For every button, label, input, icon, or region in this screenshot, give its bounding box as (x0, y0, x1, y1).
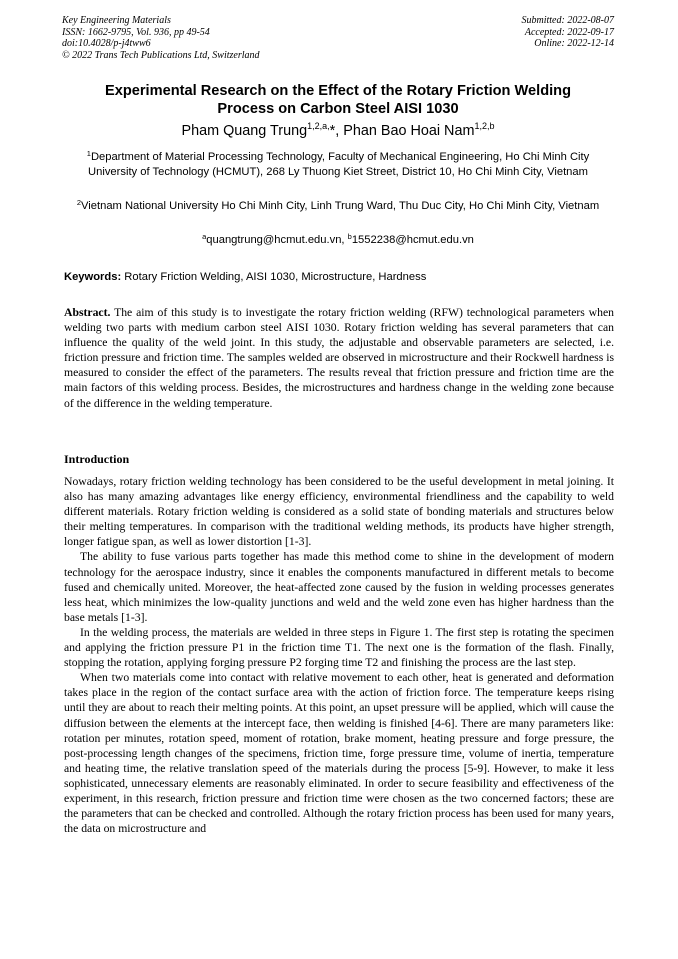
abstract (64, 305, 614, 411)
author-2-affiliation: 1,2,b (474, 121, 495, 131)
affiliation-2-number: 2 (76, 198, 82, 207)
submitted-date: Submitted: 2022-08-07 (521, 15, 614, 26)
journal-issn: ISSN: 1662-9795, Vol. 936, pp 49-54 (62, 26, 210, 38)
author-2: Phan Bao Hoai Nam (343, 123, 475, 139)
email-b[interactable]: 1552238@hcmut.edu.vn (351, 234, 474, 246)
paragraph: Nowadays, rotary friction welding technology has been considered to be the useful development in metal joining. It also has many amazing advantages like energy efficiency, environmental friendliness and the capability to weld different materials. Rotary friction welding is considered as a solid state of bonding materials and structures below their melting temperatures. In comparison with the traditional welding methods, its products have higher strength, longer fatigue span, as well as lower distortion [1-3]. (64, 475, 614, 549)
title-line-2: Process on Carbon Steel AISI 1030 (217, 100, 459, 117)
abstract-label: Abstract. (64, 306, 111, 319)
journal-header-right (522, 15, 615, 50)
email-a[interactable]: quangtrung@hcmut.edu.vn (206, 234, 342, 246)
author-list (62, 122, 614, 140)
journal-copyright: © 2022 Trans Tech Publications Ltd, Switzerland (62, 49, 260, 61)
keywords-label: Keywords: (64, 271, 122, 283)
author-1: Pham Quang Trung (181, 123, 308, 139)
paragraph: The ability to fuse various parts together has made this method come to shine in the development of modern technology for the aerospace industry, since it enables the components manufactured in different metals to become fused and chemically united. Moreover, the heat-affected zone caused by the fusion in welding processes generates less heat, which minimizes the low-quality junctions and weld and the weld zone even has higher hardness than the base metals [1-3]. (64, 550, 614, 624)
corresponding-mark: * (329, 123, 336, 139)
paragraph: When two materials come into contact with relative movement to each other, heat is generated and deformation takes place in the region of the contact surface area with the action of friction force. The temperature keeps rising until they are about to reach their melting points. At this point, an upset pressure will be applied, which will cause the diffusion between the elements at the intercept face, then welding is finished [4-6]. There are many parameters like: rotation per minutes, rotation speed, moment of rotation, brake moment, heating pressure and forge pressure, the post-processing length changes of the specimens, friction time, forge pressure time, volume of inertia, temperature and heating time, the relative translation speed of the materials during the process [5-9]. However, to make it less sophisticated, unnecessary elements are reasonably eliminated. In order to secure feasibility and effectiveness of the experiment, in this research, friction pressure and friction time were chosen as the two concerned factors; these are the parameters that can be checked and controlled. Although the rotary friction process has been used for many years, the data on microstructure and (64, 671, 614, 836)
paragraph: In the welding process, the materials are welded in three steps in Figure 1. The first step is rotating the specimen and applying the friction pressure P1 in the friction time T1. The next one is the formation of the flash. Finally, stopping the rotation, applying forging pressure P2 forging time T2 and finishing the process are the last step. (64, 625, 614, 670)
online-date: Online: 2022-12-14 (534, 38, 614, 50)
author-emails (62, 233, 614, 248)
email-separator: , (341, 234, 348, 246)
affiliation-1-text: Department of Material Processing Technology, Faculty of Mechanical Engineering, Ho Chi Minh City University of Technology (HCMUT), 268 Ly Thuong Kiet Street, District 10, Ho Chi Minh City, Vietnam (88, 151, 590, 179)
affiliation-2 (62, 199, 614, 214)
keywords (64, 270, 616, 285)
email-b-label: b (347, 232, 352, 241)
journal-name: Key Engineering Materials (62, 15, 171, 26)
email-a-label: a (202, 232, 207, 241)
introduction-heading: Introduction (64, 452, 130, 466)
affiliation-1-number: 1 (86, 149, 91, 158)
author-separator: , (335, 123, 344, 139)
accepted-date: Accepted: 2022-09-17 (524, 26, 614, 38)
paper-title (62, 83, 614, 118)
affiliation-2-text: Vietnam National University Ho Chi Minh City, Linh Trung Ward, Thu Duc City, Ho Chi Minh City, Vietnam (81, 200, 600, 212)
title-line-1: Experimental Research on the Effect of the Rotary Friction Welding (104, 83, 571, 99)
introduction-body (64, 474, 614, 836)
abstract-text: The aim of this study is to investigate the rotary friction welding (RFW) technological parameters when welding two parts with medium carbon steel AISI 1030. Rotary friction welding has several parameters that can influence the quality of the weld joint. In this study, the adjustable and observable parameters are selected, i.e. friction pressure and friction time. The samples welded are observed in microstructure and their Rockwell hardness is measured to consider the effect of the parameters. The results reveal that friction pressure and friction time are the main factors of this welding process. Besides, the microstructures and hardness change in the welding zone because of the difference in the welding temperature. (64, 306, 614, 410)
affiliation-1 (62, 150, 614, 180)
author-1-affiliation: 1,2,a, (307, 121, 330, 131)
journal-header-left (62, 15, 260, 61)
journal-doi: doi:10.4028/p-j4tww6 (62, 38, 151, 50)
keywords-text: Rotary Friction Welding, AISI 1030, Microstructure, Hardness (121, 271, 427, 283)
